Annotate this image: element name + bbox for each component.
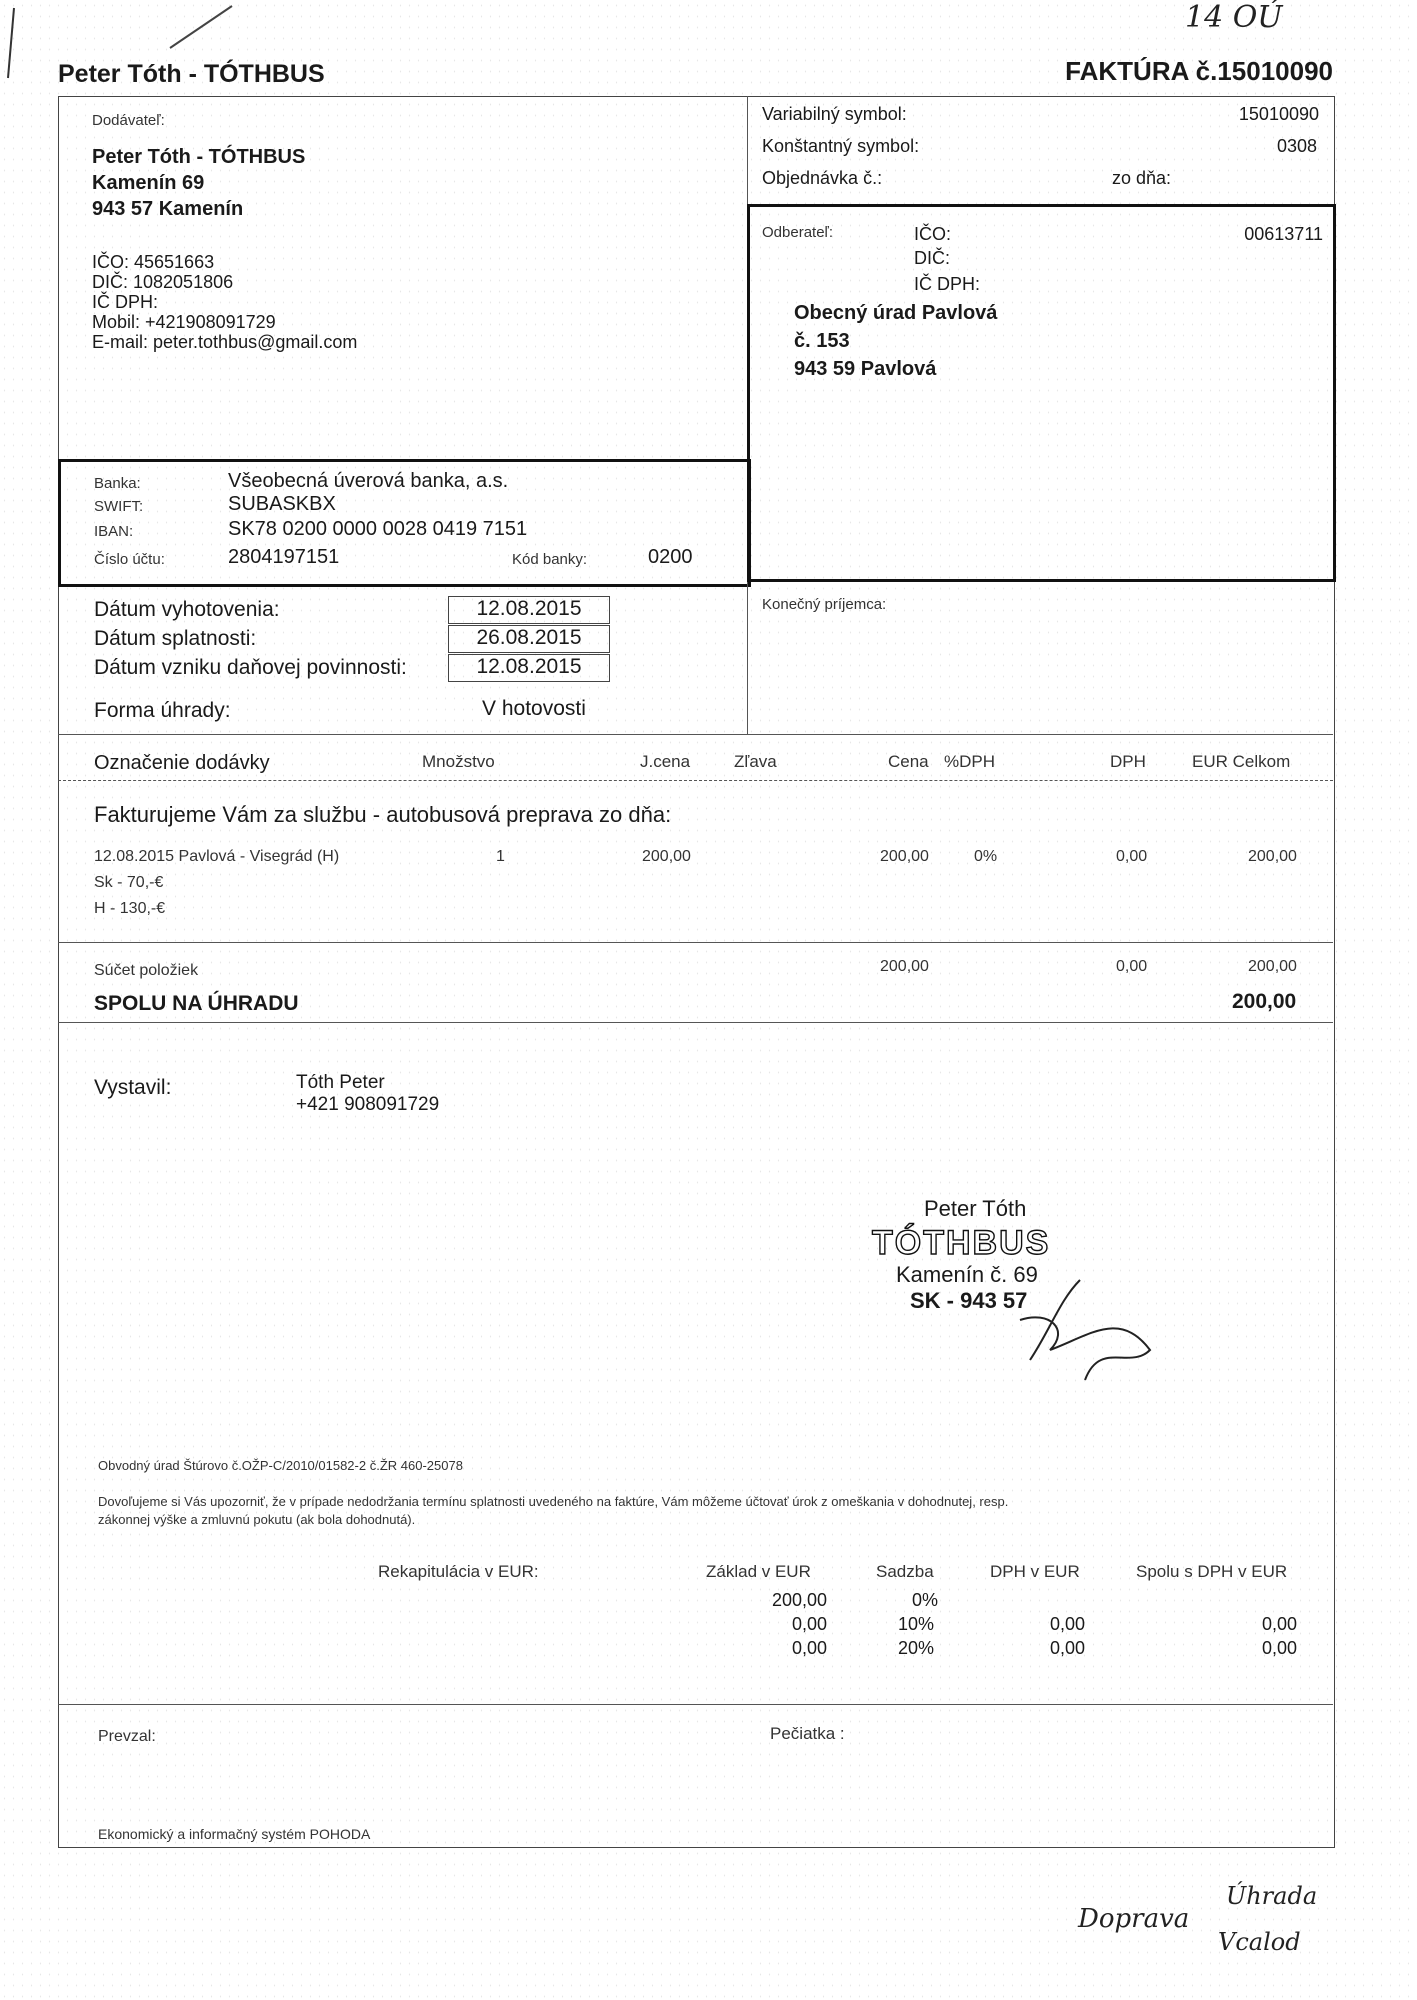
recap-row-1-rate: 0% — [912, 1590, 939, 1610]
col-vat-pct: %DPH — [944, 752, 996, 771]
pay-rule — [58, 1022, 1333, 1023]
issuer-name: Tóth Peter — [296, 1072, 385, 1093]
stamp-line-4: SK - 943 57 — [910, 1288, 1028, 1313]
signature-scribble — [990, 1240, 1160, 1390]
notice-line-2: zákonnej výške a zmluvnú pokutu (ak bola dohodnutá). — [98, 1512, 416, 1527]
row-qty: 1 — [496, 848, 505, 865]
row-unit: 200,00 — [642, 848, 691, 865]
iban-label: IBAN: — [94, 523, 134, 540]
bank-code-label: Kód banky: — [512, 551, 588, 568]
swift-label: SWIFT: — [94, 498, 144, 515]
notice-line-1: Dovoľujeme si Vás upozorniť, že v prípade nedodržania termínu splatnosti uvedeného na faktúre, Vám môžeme účtovať úrok z omeškania v dohodnutej, resp. — [98, 1494, 1009, 1509]
supplier-icdph: IČ DPH: — [92, 292, 159, 312]
recap-row-2-base: 0,00 — [792, 1614, 828, 1634]
col-vat: DPH — [1110, 752, 1146, 771]
issuer-phone: +421 908091729 — [296, 1094, 440, 1115]
customer-ico-value: 00613711 — [1244, 224, 1323, 244]
due-date-label: Dátum splatnosti: — [94, 627, 257, 650]
recap-header-vat: DPH v EUR — [990, 1562, 1080, 1581]
recap-row-2-total: 0,00 — [1262, 1614, 1298, 1634]
col-desc: Označenie dodávky — [94, 752, 270, 774]
row-note-2: H - 130,-€ — [94, 900, 166, 917]
items-top-rule — [58, 734, 1333, 735]
row-price: 200,00 — [880, 848, 929, 865]
supplier-city: 943 57 Kamenín — [92, 198, 244, 220]
supplier-label: Dodávateľ: — [92, 112, 165, 129]
final-recipient-label: Konečný príjemca: — [762, 596, 887, 613]
supplier-name: Peter Tóth - TÓTHBUS — [92, 146, 306, 168]
registry-text: Obvodný úrad Štúrovo č.OŽP-C/2010/01582-2 č.ŽR 460-25078 — [98, 1458, 463, 1473]
items-intro: Fakturujeme Vám za službu - autobusová preprava zo dňa: — [94, 802, 672, 827]
customer-dic-label: DIČ: — [914, 248, 950, 268]
row-note-1: Sk - 70,-€ — [94, 874, 164, 891]
row-vat-pct: 0% — [974, 848, 998, 865]
customer-label: Odberateľ: — [762, 224, 834, 241]
stamp-line-2: TÓTHBUS — [872, 1224, 1051, 1262]
handwritten-note-left: Doprava — [1078, 1904, 1190, 1934]
customer-ico-label: IČO: — [914, 224, 952, 244]
customer-street: č. 153 — [794, 330, 850, 352]
row-desc: 12.08.2015 Pavlová - Visegrád (H) — [94, 848, 340, 865]
recap-row-3-base: 0,00 — [792, 1638, 828, 1658]
col-price: Cena — [888, 752, 929, 771]
iban-value: SK78 0200 0000 0028 0419 7151 — [228, 518, 528, 540]
customer-box — [747, 204, 1336, 582]
received-rule — [58, 1704, 1333, 1705]
supplier-dic: DIČ: 1082051806 — [92, 272, 234, 292]
stamp-line-3: Kamenín č. 69 — [896, 1262, 1038, 1287]
account-value: 2804197151 — [228, 546, 340, 568]
recap-label: Rekapitulácia v EUR: — [378, 1562, 539, 1581]
company-title: Peter Tóth - TÓTHBUS — [58, 60, 325, 88]
row-vat: 0,00 — [1116, 848, 1148, 865]
received-label: Prevzal: — [98, 1728, 156, 1745]
sum-label: Súčet položiek — [94, 962, 199, 979]
bank-value: Všeobecná úverová banka, a.s. — [228, 470, 509, 492]
bank-label: Banka: — [94, 475, 141, 492]
row-total: 200,00 — [1248, 848, 1297, 865]
supplier-street: Kamenín 69 — [92, 172, 205, 194]
header-rule — [58, 780, 1333, 781]
recap-header-base: Základ v EUR — [706, 1562, 811, 1581]
recap-header-rate: Sadzba — [876, 1562, 934, 1581]
sum-price: 200,00 — [880, 958, 929, 975]
recap-row-2-rate: 10% — [898, 1614, 935, 1634]
sum-vat: 0,00 — [1116, 958, 1148, 975]
recap-row-1-base: 200,00 — [772, 1590, 828, 1610]
col-unit: J.cena — [640, 752, 691, 771]
col-discount: Zľava — [734, 752, 777, 771]
stamp-line-1: Peter Tóth — [924, 1196, 1027, 1221]
customer-name: Obecný úrad Pavlová — [794, 302, 998, 324]
constant-symbol-value: 0308 — [1276, 136, 1317, 156]
swift-value: SUBASKBX — [228, 493, 336, 515]
dates-divider — [747, 582, 748, 734]
variable-symbol-label: Variabilný symbol: — [762, 104, 907, 124]
issuer-label: Vystavil: — [94, 1076, 172, 1099]
order-label: Objednávka č.: — [762, 168, 883, 188]
pay-label: SPOLU NA ÚHRADU — [94, 992, 299, 1015]
system-text: Ekonomický a informačný systém POHODA — [98, 1826, 371, 1842]
issue-date-label: Dátum vyhotovenia: — [94, 598, 280, 621]
recap-row-3-vat: 0,00 — [1050, 1638, 1086, 1658]
col-total: EUR Celkom — [1192, 752, 1291, 771]
due-date-box: 26.08.2015 — [448, 625, 610, 653]
sum-rule — [58, 942, 1333, 943]
col-qty: Množstvo — [422, 752, 495, 771]
payment-label: Forma úhrady: — [94, 699, 231, 722]
issue-date-box: 12.08.2015 — [448, 596, 610, 624]
variable-symbol-value: 15010090 — [1238, 104, 1319, 124]
recap-header-total: Spolu s DPH v EUR — [1136, 1562, 1288, 1581]
handwritten-note-right-1: Úhrada — [1226, 1882, 1318, 1910]
bank-code-value: 0200 — [648, 546, 693, 568]
supplier-mobile: Mobil: +421908091729 — [92, 312, 276, 332]
tax-date-box: 12.08.2015 — [448, 654, 610, 682]
customer-icdph-label: IČ DPH: — [914, 274, 981, 294]
corner-note: 14 OÚ — [1185, 0, 1283, 35]
invoice-title: FAKTÚRA č.15010090 — [1065, 56, 1333, 86]
pay-total: 200,00 — [1232, 990, 1297, 1013]
constant-symbol-label: Konštantný symbol: — [762, 136, 920, 156]
sum-total: 200,00 — [1248, 958, 1297, 975]
payment-value: V hotovosti — [482, 697, 586, 720]
recap-row-3-total: 0,00 — [1262, 1638, 1298, 1658]
recap-row-2-vat: 0,00 — [1050, 1614, 1086, 1634]
account-label: Číslo účtu: — [94, 551, 165, 568]
supplier-email: E-mail: peter.tothbus@gmail.com — [92, 332, 358, 352]
recap-row-3-rate: 20% — [898, 1638, 935, 1658]
customer-city: 943 59 Pavlová — [794, 358, 937, 380]
handwritten-note-right-2: Vcalod — [1218, 1928, 1301, 1956]
order-date-label: zo dňa: — [1112, 168, 1172, 188]
tax-date-label: Dátum vzniku daňovej povinnosti: — [94, 656, 407, 679]
stamp-label: Pečiatka : — [770, 1724, 845, 1743]
supplier-ico: IČO: 45651663 — [92, 252, 215, 272]
